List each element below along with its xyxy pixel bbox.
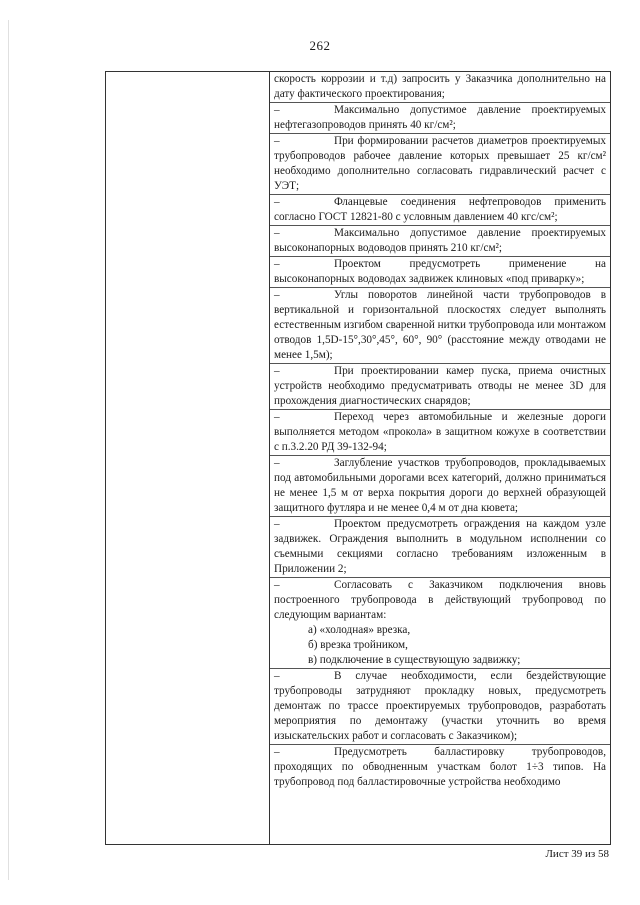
row-text: Фланцевые соединения нефтепроводов применить согласно ГОСТ 12821-80 с условным давлением 40 кгс/см²; [274,196,606,223]
table-row [270,745,610,790]
list-dash: – [274,365,280,377]
list-dash: – [274,457,280,469]
requirements-table [105,71,611,845]
table-row [270,257,610,288]
sheet-counter: Лист 39 из 58 [545,848,609,860]
list-dash: – [274,670,280,682]
page-number: 262 [309,38,331,53]
row-text: Предусмотреть балластировку трубопроводов, проходящих по обводненным участкам болот 1÷3 типов. На трубопровод под балластировочные устройства необходимо [274,746,606,788]
table-row [270,103,610,134]
list-dash: – [274,579,280,591]
row-text: Согласовать с Заказчиком подключения вновь построенного трубопровода в действующий трубопровод по следующим вариантам: [274,579,606,621]
scan-edge-line [8,20,9,880]
row-text: Переход через автомобильные и железные дороги выполняется методом «прокола» в защитном кожухе в соответствии с п.3.2.20 РД 39-132-94; [274,411,606,453]
sub-list-item: б) врезка тройником, [308,639,408,651]
list-dash: – [274,258,280,270]
sub-list-item: в) подключение в существующую задвижку; [308,654,521,666]
table-row [270,578,610,669]
list-dash: – [274,135,280,147]
row-text: При формировании расчетов диаметров проектируемых трубопроводов рабочее давление которых превышает 25 кг/см² необходимо дополнительно согласовать гидравлический расчет с УЭТ; [274,135,606,192]
table-row [270,72,610,103]
row-text: Максимально допустимое давление проектируемых нефтегазопроводов принять 40 кг/см²; [274,104,606,131]
list-dash: – [274,104,280,116]
table-row [270,410,610,456]
table-row [270,456,610,517]
list-dash: – [274,411,280,423]
table-row [270,134,610,195]
list-dash: – [274,227,280,239]
row-text: Углы поворотов линейной части трубопроводов в вертикальной и горизонтальной плоскостях следует выполнять естественным изгибом сваренной нитки трубопровода или монтажом отводов 1,5D-15°,30°,45°, 60°, 90° (расстояние между отводами не менее 1,5м); [274,289,606,361]
table-right-column [270,72,610,844]
row-text: В случае необходимости, если бездействующие трубопроводы затрудняют прокладку новых, предусмотреть демонтаж по трассе проектируемых трубопроводов, разработать мероприятия по демонтажу (участки уточнить во время изыскательских работ и согласовать с Заказчиком); [274,670,606,742]
table-row [270,226,610,257]
table-row [270,288,610,364]
row-text: скорость коррозии и т.д) запросить у Заказчика дополнительно на дату фактического проектирования; [274,73,606,100]
table-row [270,517,610,578]
row-text: Проектом предусмотреть ограждения на каждом узле задвижек. Ограждения выполнить в модульном исполнении со съемными секциями согласно требованиям изложенным в Приложении 2; [274,518,606,575]
table-row [270,195,610,226]
row-text: Заглубление участков трубопроводов, прокладываемых под автомобильными дорогами всех категорий, должно приниматься не менее 1,5 м от верха покрытия дороги до верхней образующей защитного футляра и не менее 0,4 м от дна кювета; [274,457,606,514]
list-dash: – [274,518,280,530]
list-dash: – [274,289,280,301]
table-row [270,364,610,410]
table-left-column [106,72,270,844]
row-text: При проектировании камер пуска, приема очистных устройств необходимо предусматривать отводы не менее 3D для прохождения диагностических снарядов; [274,365,606,407]
table-row [270,669,610,745]
list-dash: – [274,746,280,758]
row-text: Проектом предусмотреть применение на высоконапорных водоводах задвижек клиновых «под приварку»; [274,258,606,285]
sub-list-item: а) «холодная» врезка, [308,624,411,636]
row-text: Максимально допустимое давление проектируемых высоконапорных водоводов принять 210 кг/см²; [274,227,606,254]
list-dash: – [274,196,280,208]
